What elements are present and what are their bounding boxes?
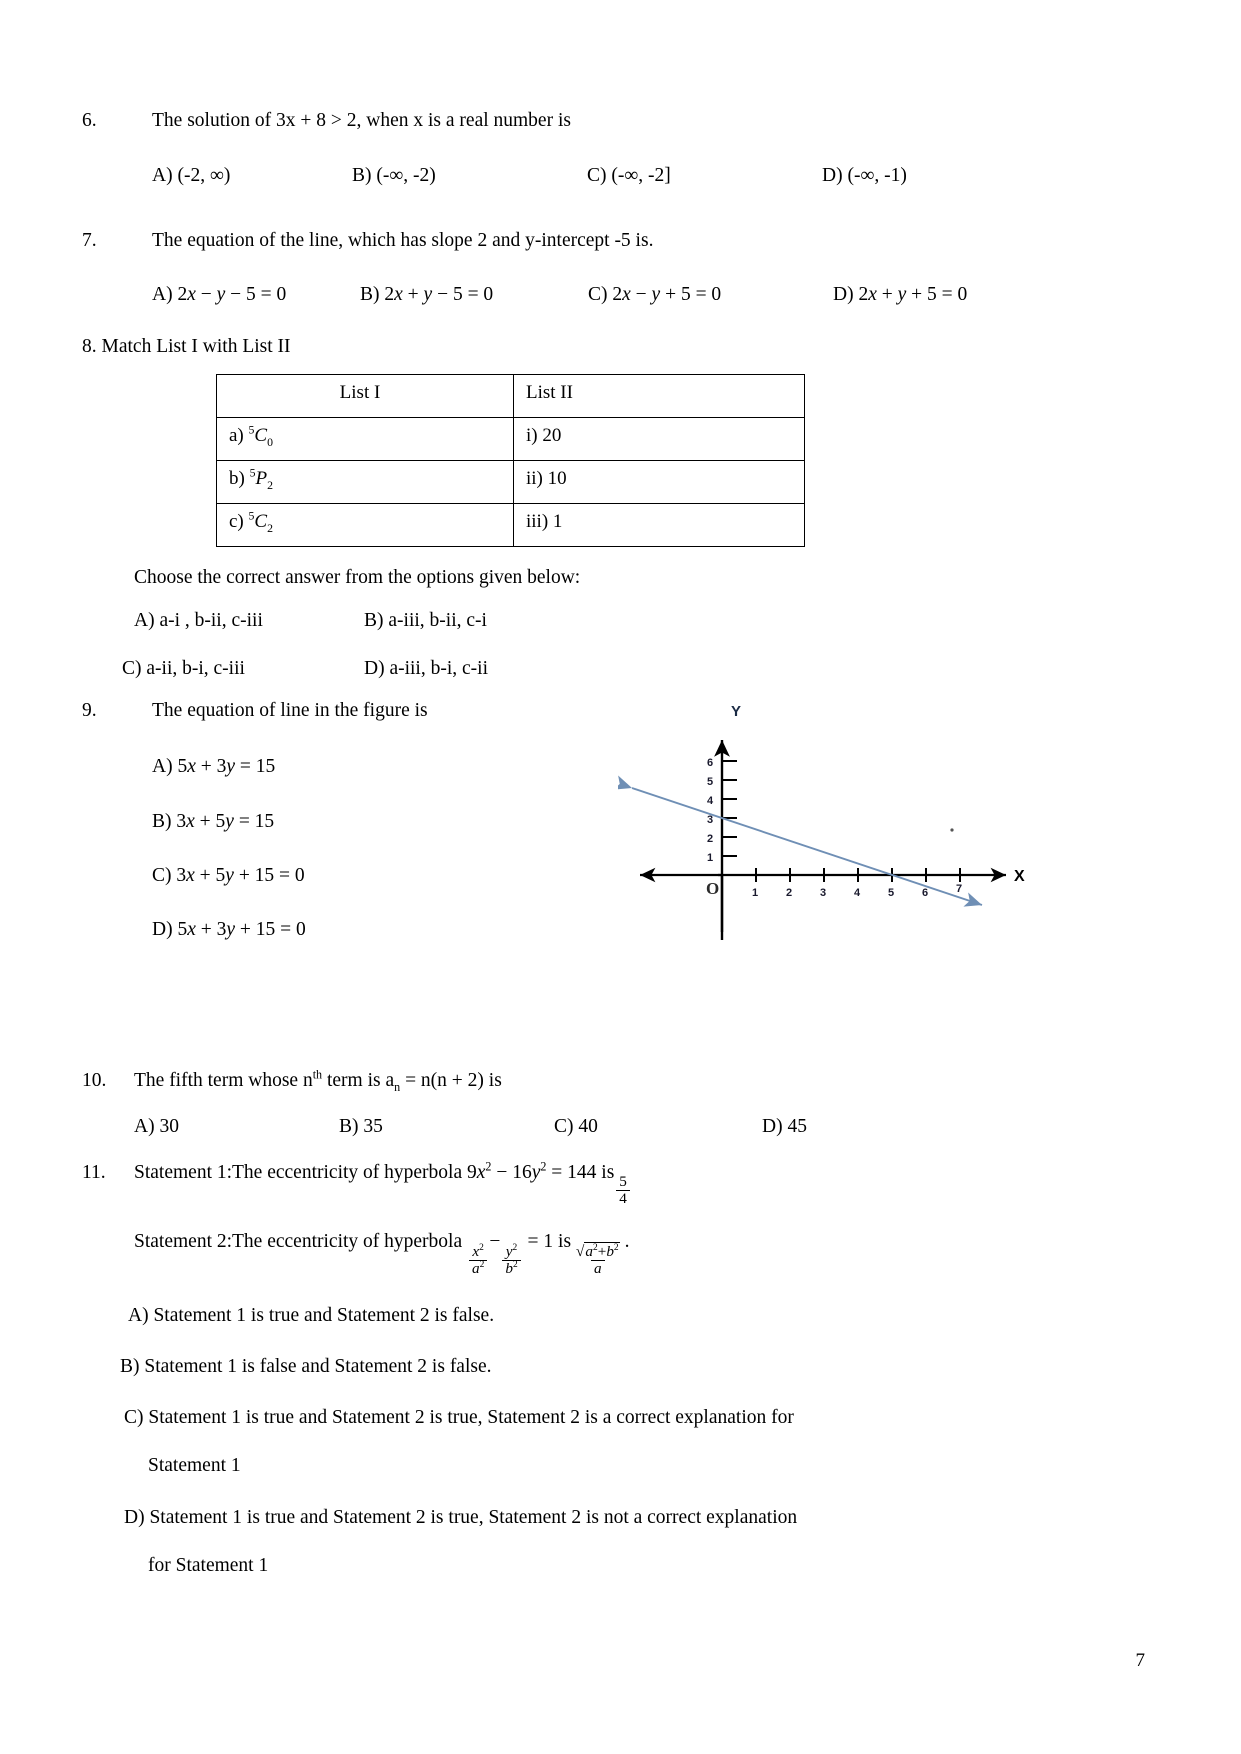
question-11-statement-2: Statement 2:The eccentricity of hyperbola $\frac{x^2}{a^2}$ − $\frac{y^2}{b^2}$ = 1 is $\frac{√a^2+b^2}{a}$ . xyxy=(134,1231,630,1277)
question-8 xyxy=(82,334,1082,682)
question-10-option-c[interactable]: C) 40 xyxy=(554,1116,598,1138)
svg-text:5: 5 xyxy=(888,887,895,899)
question-8-option-c[interactable]: C) a-ii, b-i, c-iii xyxy=(122,657,245,679)
question-10-option-b[interactable]: B) 35 xyxy=(339,1116,383,1138)
page-number: 7 xyxy=(1135,1650,1145,1671)
question-8-option-b[interactable]: B) a-iii, b-ii, c-i xyxy=(364,609,487,631)
x-axis-label: X xyxy=(1014,868,1025,885)
y-axis-label: Y xyxy=(731,703,742,720)
table-cell-list1-c: c) $^5C_2$ xyxy=(217,504,514,547)
question-11-option-b[interactable]: B) Statement 1 is false and Statement 2 is false. xyxy=(120,1355,492,1377)
y-tick-labels xyxy=(707,757,714,864)
y-axis-ticks xyxy=(722,761,737,856)
table-row xyxy=(217,418,805,461)
question-10-options xyxy=(82,1114,1082,1140)
match-list-table xyxy=(216,374,805,547)
question-7-options xyxy=(82,282,1172,308)
question-7-option-d[interactable]: D) 2x + y + 5 = 0 xyxy=(833,284,968,306)
question-8-options-row-1 xyxy=(134,608,1082,634)
svg-text:5: 5 xyxy=(707,776,714,788)
question-6-option-b[interactable]: B) (-∞, -2) xyxy=(352,165,436,187)
question-6-text: The solution of 3x + 8 > 2, when x is a real number is xyxy=(152,110,571,131)
question-11-option-c-line-1: C) Statement 1 is true and Statement 2 is true, Statement 2 is a correct explanation for xyxy=(124,1407,794,1429)
question-8-options-row-2 xyxy=(122,656,1082,682)
question-11-option-d-line-2: for Statement 1 xyxy=(148,1555,269,1577)
origin-label: O xyxy=(706,879,720,898)
graph-svg xyxy=(618,700,1038,960)
coordinate-graph-figure xyxy=(618,700,1038,960)
svg-text:6: 6 xyxy=(707,757,714,769)
question-7-option-c[interactable]: C) 2x − y + 5 = 0 xyxy=(588,284,722,306)
svg-text:1: 1 xyxy=(752,887,759,899)
question-7-number: 7. xyxy=(82,230,97,251)
question-8-option-a[interactable]: A) a-i , b-ii, c-iii xyxy=(134,609,263,631)
table-header-list-2: List II xyxy=(514,375,805,418)
question-11-option-d[interactable] xyxy=(124,1505,1152,1580)
table-header-list-1: List I xyxy=(217,375,514,418)
question-6-stem xyxy=(82,108,1162,134)
table-cell-list2-i: i) 20 xyxy=(514,418,805,461)
question-7 xyxy=(82,228,1172,309)
question-10-option-a[interactable]: A) 30 xyxy=(134,1116,179,1138)
question-11-option-c[interactable] xyxy=(124,1405,1152,1480)
question-8-heading: 8. Match List I with List II xyxy=(82,336,291,357)
question-9 xyxy=(82,698,642,944)
question-10-stem xyxy=(82,1068,1082,1094)
question-10 xyxy=(82,1068,1082,1141)
x-tick-labels xyxy=(752,883,962,899)
question-10-text: The fifth term whose $n^{th}$ term is $a_n = n(n + 2)$ is xyxy=(134,1067,502,1094)
question-7-option-a[interactable]: A) 2x − y − 5 = 0 xyxy=(152,284,287,306)
svg-text:3: 3 xyxy=(820,887,827,899)
question-10-number: 10. xyxy=(82,1070,107,1091)
question-9-option-a[interactable]: A) 5x + 3y = 15 xyxy=(152,756,276,778)
svg-text:2: 2 xyxy=(707,833,714,845)
question-7-text: The equation of the line, which has slope 2 and y-intercept -5 is. xyxy=(152,230,654,251)
svg-text:6: 6 xyxy=(922,887,929,899)
plotted-line xyxy=(632,788,982,905)
table-cell-list2-ii: ii) 10 xyxy=(514,461,805,504)
question-9-number: 9. xyxy=(82,700,97,721)
question-9-text: The equation of line in the figure is xyxy=(152,700,428,721)
question-6-option-c[interactable]: C) (-∞, -2] xyxy=(587,165,671,187)
table-cell-list1-a: a) $^5C_0$ xyxy=(217,418,514,461)
svg-text:2: 2 xyxy=(786,887,793,899)
svg-text:3: 3 xyxy=(707,814,714,826)
table-cell-list2-iii: iii) 1 xyxy=(514,504,805,547)
question-8-option-d[interactable]: D) a-iii, b-i, c-ii xyxy=(364,657,489,679)
stray-dot xyxy=(950,828,953,831)
question-11-statement-1-row xyxy=(82,1160,1152,1207)
question-9-option-d[interactable]: D) 5x + 3y + 15 = 0 xyxy=(152,919,306,941)
svg-text:1: 1 xyxy=(707,852,714,864)
question-11-option-d-line-1: D) Statement 1 is true and Statement 2 is true, Statement 2 is not a correct explanation xyxy=(124,1506,798,1528)
question-7-stem xyxy=(82,228,1172,254)
question-11 xyxy=(82,1160,1152,1579)
question-9-option-c[interactable]: C) 3x + 5y + 15 = 0 xyxy=(152,864,305,886)
question-11-statement-1: Statement 1:The eccentricity of hyperbola $9x^2 - 16y^2 = 144$ is $\frac{5}{4}$ xyxy=(134,1160,632,1207)
table-row xyxy=(217,504,805,547)
fraction-five-fourths: $\frac{5}{4}$ xyxy=(616,1174,630,1207)
fraction-y2-b2: $\frac{y^2}{b^2}$ xyxy=(502,1244,520,1277)
svg-text:7: 7 xyxy=(956,883,963,895)
question-8-choose-text: Choose the correct answer from the options given below: xyxy=(134,567,581,589)
question-6-options xyxy=(82,163,1162,189)
question-11-number: 11. xyxy=(82,1162,106,1183)
question-6-option-d[interactable]: D) (-∞, -1) xyxy=(822,165,907,187)
question-6 xyxy=(82,108,1162,190)
table-header-row xyxy=(217,375,805,418)
question-6-option-a[interactable]: A) (-2, ∞) xyxy=(152,165,231,187)
table-cell-list1-b: b) $^5P_2$ xyxy=(217,461,514,504)
question-7-option-b[interactable]: B) 2x + y − 5 = 0 xyxy=(360,284,494,306)
fraction-sqrt-a2b2-over-a: $\frac{√a^2+b^2}{a}$ xyxy=(576,1242,619,1277)
fraction-x2-a2: $\frac{x^2}{a^2}$ xyxy=(469,1244,487,1277)
svg-text:4: 4 xyxy=(854,887,861,899)
svg-text:4: 4 xyxy=(707,795,714,807)
question-6-number: 6. xyxy=(82,110,97,131)
question-9-option-b[interactable]: B) 3x + 5y = 15 xyxy=(152,810,275,832)
question-11-option-a[interactable]: A) Statement 1 is true and Statement 2 is false. xyxy=(128,1304,495,1326)
table-row xyxy=(217,461,805,504)
question-9-stem xyxy=(82,698,642,724)
question-11-option-c-line-2: Statement 1 xyxy=(148,1455,241,1477)
question-10-option-d[interactable]: D) 45 xyxy=(762,1116,807,1138)
